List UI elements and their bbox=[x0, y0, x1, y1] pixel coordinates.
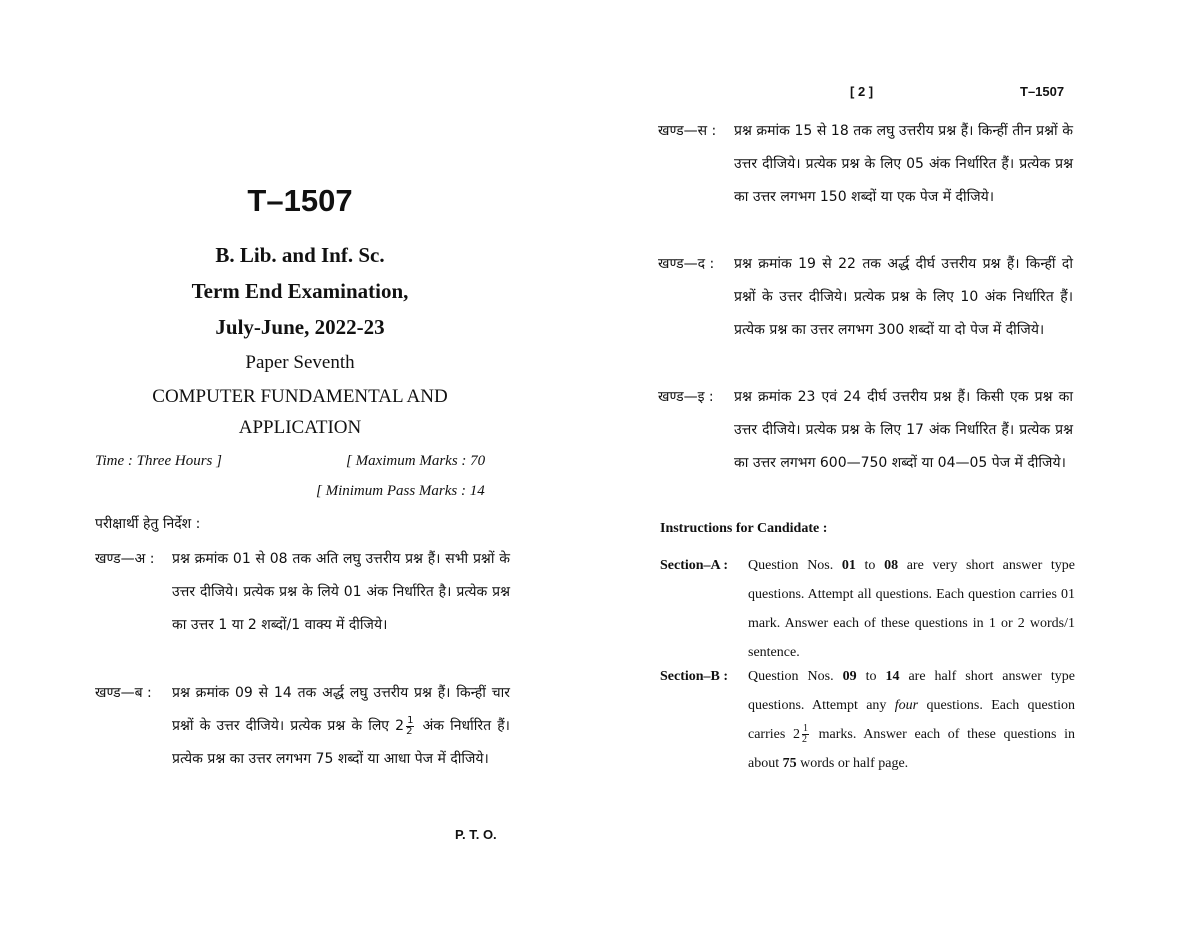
fraction-numerator: 1 bbox=[407, 714, 414, 726]
paper-code-header: T–1507 bbox=[1020, 84, 1065, 99]
fraction-numerator: 1 bbox=[802, 723, 808, 735]
right-page bbox=[600, 0, 1200, 927]
english-section-a bbox=[660, 551, 1075, 667]
text-bold: 01 bbox=[841, 558, 856, 573]
hindi-section-a bbox=[95, 543, 510, 675]
fraction-denominator: 2 bbox=[801, 734, 807, 746]
text-part: to bbox=[856, 669, 886, 684]
minimum-pass-marks: [ Minimum Pass Marks : 14 bbox=[316, 483, 485, 499]
section-label: Section–A : bbox=[660, 558, 729, 573]
hindi-section-e bbox=[658, 381, 1073, 513]
text-part: marks. Answer each of these questions in about bbox=[748, 727, 1075, 771]
section-label: खण्ड—अ : bbox=[95, 551, 155, 567]
exam-title: Term End Examination, bbox=[191, 279, 409, 303]
section-text: प्रश्न क्रमांक 23 एवं 24 दीर्घ उत्तरीय प्रश्न हैं। किसी एक प्रश्न का उत्तर दीजिये। प्रत्येक प्रश्न के लिए 17 अंक निर्धारित हैं। प्रत्येक प्रश्न का उत्तर लगभग 600—750 शब्दों या 04—05 पेज में दीजिये। bbox=[734, 389, 1073, 471]
text-bold: 75 bbox=[782, 756, 797, 771]
page-number: [ 2 ] bbox=[850, 84, 874, 99]
text-part: प्रश्न क्रमांक 09 से 14 तक अर्द्ध लघु उत्तरीय प्रश्न हैं। किन्हीं चार प्रश्नों के उत्तर दीजिये। प्रत्येक प्रश्न के लिए 2 bbox=[172, 685, 510, 734]
text-part: questions. Each question carries 2 bbox=[748, 698, 1075, 742]
paper-code: T–1507 bbox=[247, 183, 353, 218]
section-text: प्रश्न क्रमांक 19 से 22 तक अर्द्ध दीर्घ उत्तरीय प्रश्न हैं। किन्हीं दो प्रश्नों के उत्तर दीजिये। प्रत्येक प्रश्न के लिए 10 अंक निर्धारित हैं। प्रत्येक प्रश्न का उत्तर लगभग 300 शब्दों या दो पेज में दीजिये। bbox=[734, 256, 1073, 338]
hindi-instructions-heading: परीक्षार्थी हेतु निर्देश : bbox=[95, 516, 201, 532]
section-text bbox=[172, 677, 510, 776]
fraction bbox=[802, 724, 809, 745]
text-part: Question Nos. bbox=[748, 558, 842, 573]
maximum-marks: [ Maximum Marks : 70 bbox=[346, 453, 486, 469]
text-part: to bbox=[855, 558, 885, 573]
section-label: Section–B : bbox=[660, 669, 729, 684]
english-instructions-heading: Instructions for Candidate : bbox=[660, 521, 828, 536]
fraction-denominator: 2 bbox=[406, 725, 413, 737]
please-turn-over: P. T. O. bbox=[455, 827, 497, 842]
text-bold: 09 bbox=[842, 669, 857, 684]
section-label: खण्ड—ब : bbox=[95, 685, 152, 701]
section-text: प्रश्न क्रमांक 01 से 08 तक अति लघु उत्तरीय प्रश्न हैं। सभी प्रश्नों के उत्तर दीजिये। प्रत्येक प्रश्न के लिये 01 अंक निर्धारित है। प्रत्येक प्रश्न का उत्तर 1 या 2 शब्दों/1 वाक्य में दीजिये। bbox=[172, 551, 510, 633]
section-text: प्रश्न क्रमांक 15 से 18 तक लघु उत्तरीय प्रश्न हैं। किन्हीं तीन प्रश्नों के उत्तर दीजिये। प्रत्येक प्रश्न के लिए 05 अंक निर्धारित हैं। प्रत्येक प्रश्न का उत्तर लगभग 150 शब्दों या एक पेज में दीजिये। bbox=[734, 123, 1073, 205]
text-part: words or half page. bbox=[796, 756, 909, 771]
section-label: खण्ड—द : bbox=[658, 256, 715, 272]
text-italic: four bbox=[894, 698, 919, 713]
fraction bbox=[406, 716, 414, 737]
time-allowed: Time : Three Hours ] bbox=[95, 453, 222, 469]
english-section-b bbox=[660, 662, 1075, 812]
section-text bbox=[748, 551, 1075, 667]
text-part: are half short answer type questions. Attempt any bbox=[748, 669, 1076, 713]
programme-title: B. Lib. and Inf. Sc. bbox=[215, 243, 385, 267]
text-bold: 08 bbox=[884, 558, 899, 573]
paper-number: Paper Seventh bbox=[245, 352, 355, 373]
section-label: खण्ड—इ : bbox=[658, 389, 714, 405]
text-part: अंक निर्धारित हैं। प्रत्येक प्रश्न का उत्तर लगभग 75 शब्दों या आधा पेज में दीजिये। bbox=[172, 718, 510, 767]
text-bold: 14 bbox=[885, 669, 900, 684]
text-part: are very short answer type questions. Attempt all questions. Each question carries 01 mark. Answer each of these questions in 1 or 2 words/1 sentence. bbox=[748, 558, 1075, 660]
hindi-section-d bbox=[658, 248, 1073, 380]
hindi-section-c bbox=[658, 115, 1073, 247]
section-label: खण्ड—स : bbox=[658, 123, 717, 139]
subject-line-2: APPLICATION bbox=[238, 417, 362, 438]
text-part: Question Nos. bbox=[748, 669, 843, 684]
section-text bbox=[748, 662, 1075, 778]
subject-line-1: COMPUTER FUNDAMENTAL AND bbox=[152, 386, 448, 407]
session: July-June, 2022-23 bbox=[215, 315, 385, 339]
hindi-section-b bbox=[95, 677, 510, 809]
